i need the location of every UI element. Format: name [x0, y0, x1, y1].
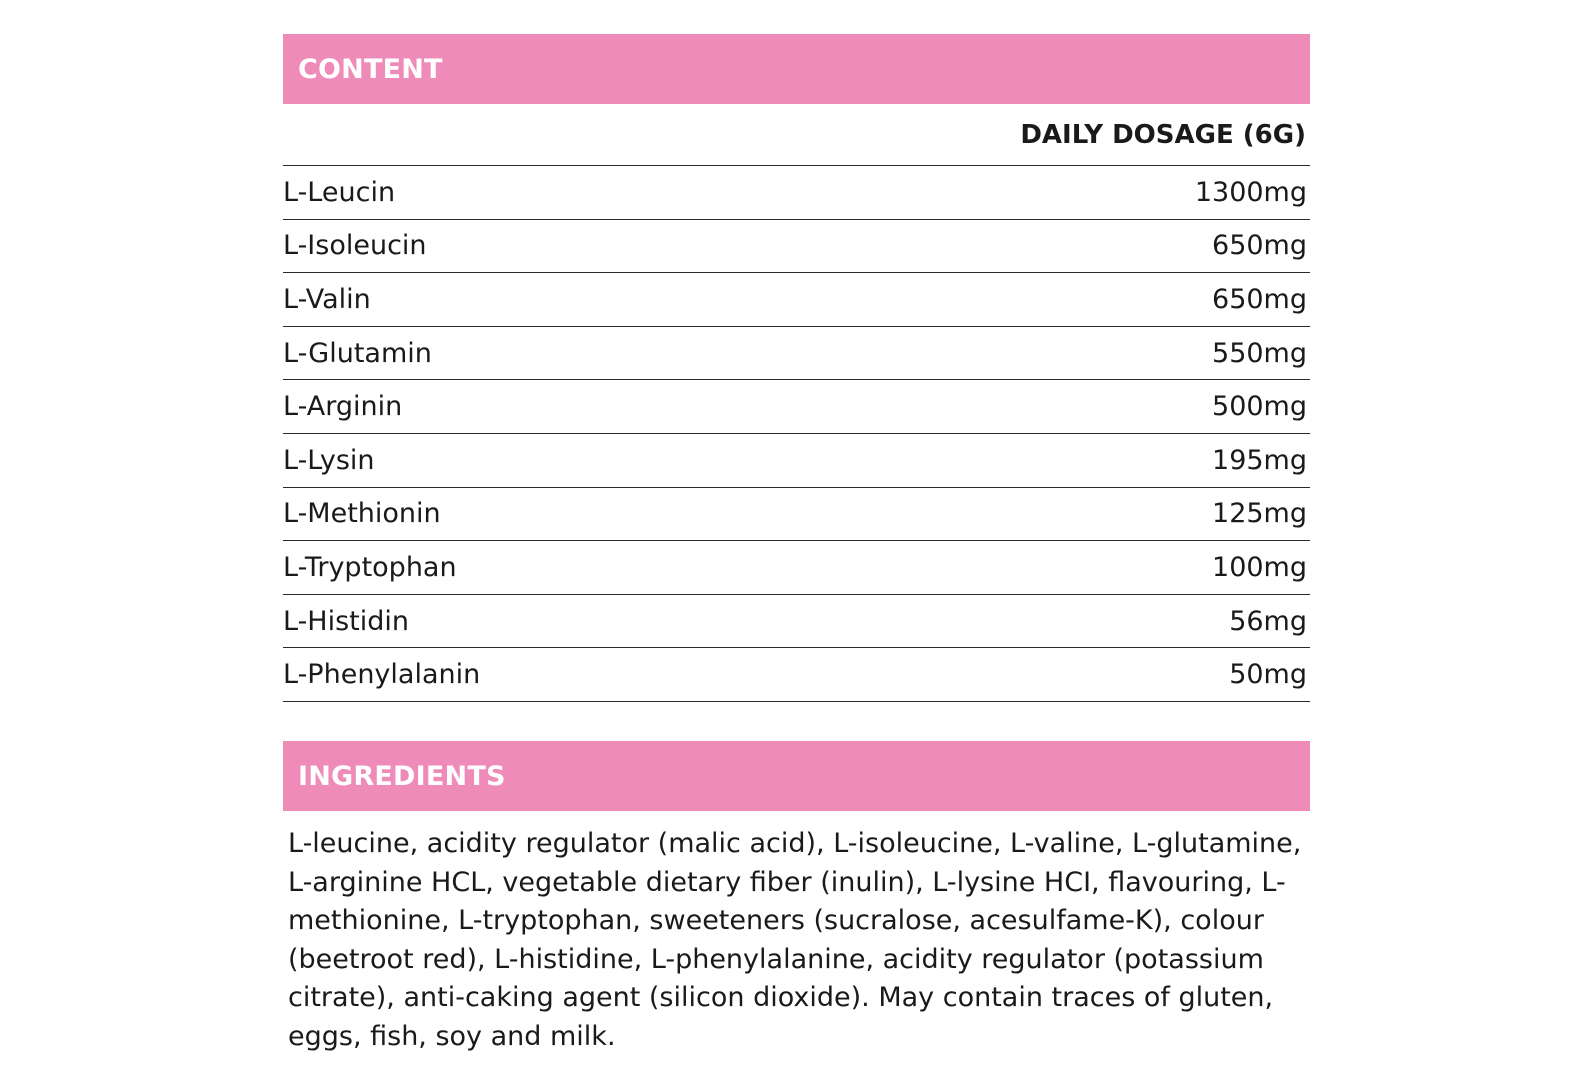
table-row — [283, 434, 1310, 488]
table-row — [283, 595, 1310, 649]
table-row — [283, 220, 1310, 274]
nutrient-name: L-Tryptophan — [283, 551, 457, 583]
table-row — [283, 273, 1310, 327]
nutrient-name: L-Valin — [283, 283, 371, 315]
nutrient-amount: 550mg — [1212, 337, 1307, 369]
nutrient-amount: 195mg — [1212, 444, 1307, 476]
nutrient-amount: 100mg — [1212, 551, 1307, 583]
nutrient-name: L-Methionin — [283, 498, 441, 530]
nutrient-amount: 650mg — [1212, 230, 1307, 262]
content-section — [283, 34, 1310, 702]
nutrient-name: L-Histidin — [283, 605, 410, 637]
nutrient-amount: 1300mg — [1194, 176, 1307, 208]
daily-dosage-label: DAILY DOSAGE (6G) — [1020, 119, 1306, 150]
table-row — [283, 541, 1310, 595]
nutrient-amount: 650mg — [1212, 283, 1307, 315]
nutrient-name: L-Phenylalanin — [283, 659, 481, 691]
nutrient-amount: 50mg — [1229, 659, 1307, 691]
nutrient-amount: 500mg — [1212, 391, 1307, 423]
daily-dosage-column-header — [283, 104, 1310, 166]
table-row — [283, 648, 1310, 702]
table-row — [283, 488, 1310, 542]
table-row — [283, 380, 1310, 434]
nutrient-amount: 125mg — [1212, 498, 1307, 530]
ingredients-section — [283, 741, 1310, 1056]
nutrient-name: L-Leucin — [283, 176, 396, 208]
ingredients-title: INGREDIENTS — [298, 760, 506, 792]
ingredients-header — [283, 741, 1310, 811]
content-header — [283, 34, 1310, 104]
nutrient-name: L-Glutamin — [283, 337, 432, 369]
nutrient-amount: 56mg — [1229, 605, 1307, 637]
nutrient-name: L-Isoleucin — [283, 230, 427, 262]
content-title: CONTENT — [298, 53, 443, 85]
table-row — [283, 327, 1310, 381]
table-row — [283, 166, 1310, 220]
nutrient-name: L-Lysin — [283, 444, 375, 476]
ingredients-list-text: L-leucine, acidity regulator (malic acid), L-isoleucine, L-valine, L-glutamine, L-arginine HCL, vegetable dietary fiber (inulin), L-lysine HCI, flavouring, L-methionine, L-tryptophan, sweeteners (sucralose, acesulfame-K), colour (beetroot red), L-histidine, L-phenylalanine, acidity regulator (potassium citrate), anti-caking agent (silicon dioxide). May contain traces of gluten, eggs, fish, soy and milk. — [288, 828, 1302, 1052]
nutrient-name: L-Arginin — [283, 391, 403, 423]
